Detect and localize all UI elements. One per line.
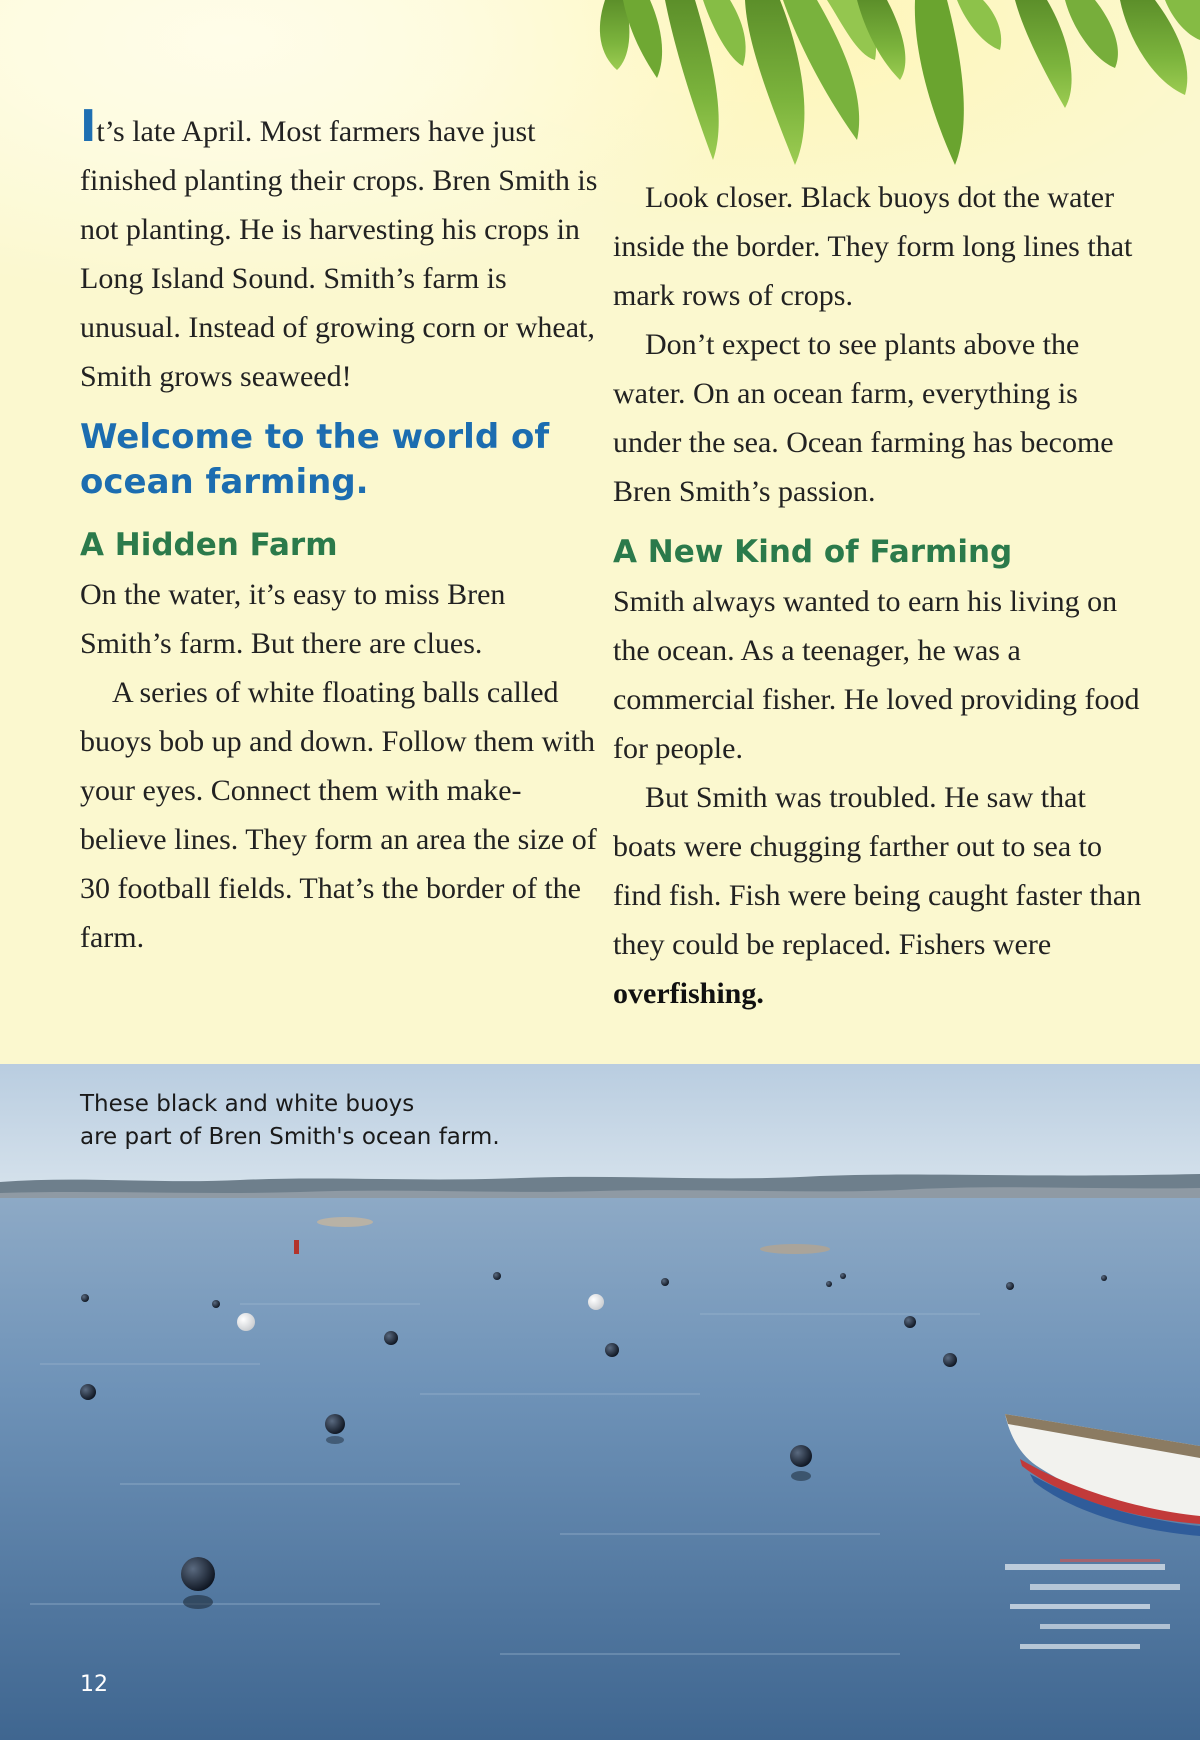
paragraph: Smith always wanted to earn his living on the ocean. As a teenager, he was a commercial fisher. He loved providing food for people. [613,585,1140,765]
section-heading-new-kind: A New Kind of Farming [613,534,1013,570]
callout-heading: Welcome to the world of ocean farming. [80,417,550,502]
left-column [80,101,600,962]
seaweed-illustration [595,0,1200,180]
page-number: 12 [80,1672,108,1697]
intro-text: t’s late April. Most farmers have just finished planting their crops. Bren Smith is not planting. He is harvesting his crops in Long Island Sound. Smith’s farm is unusual. Instead of growing corn or wheat, Smith grows seaweed! [80,115,598,393]
paragraph: A series of white floating balls called buoys bob up and down. Follow them with your eyes. Connect them with make-believe lines. They form an area the size of 30 football fields. That’s the border of the farm. [80,676,597,954]
glossary-term: overfishing. [613,977,764,1010]
buoys-photo [0,1064,1200,1740]
right-column [613,173,1153,1018]
caption-line: These black and white buoys [80,1091,415,1117]
paragraph [613,773,1153,1018]
drop-cap: I [80,101,97,152]
intro-paragraph [80,101,600,401]
section-heading-hidden-farm: A Hidden Farm [80,527,338,563]
paragraph: Don’t expect to see plants above the water. On an ocean farm, everything is under the sea. Ocean farming has become Bren Smith’s passion. [613,328,1114,508]
paragraph-text: But Smith was troubled. He saw that boats were chugging farther out to sea to find fish. Fish were being caught faster than they could be replaced. Fishers were [613,781,1142,961]
caption-line: are part of Bren Smith's ocean farm. [80,1124,500,1150]
photo-caption [80,1088,600,1154]
paragraph: Look closer. Black buoys dot the water inside the border. They form long lines that mark rows of crops. [613,181,1133,312]
paragraph: On the water, it’s easy to miss Bren Smith’s farm. But there are clues. [80,578,506,660]
